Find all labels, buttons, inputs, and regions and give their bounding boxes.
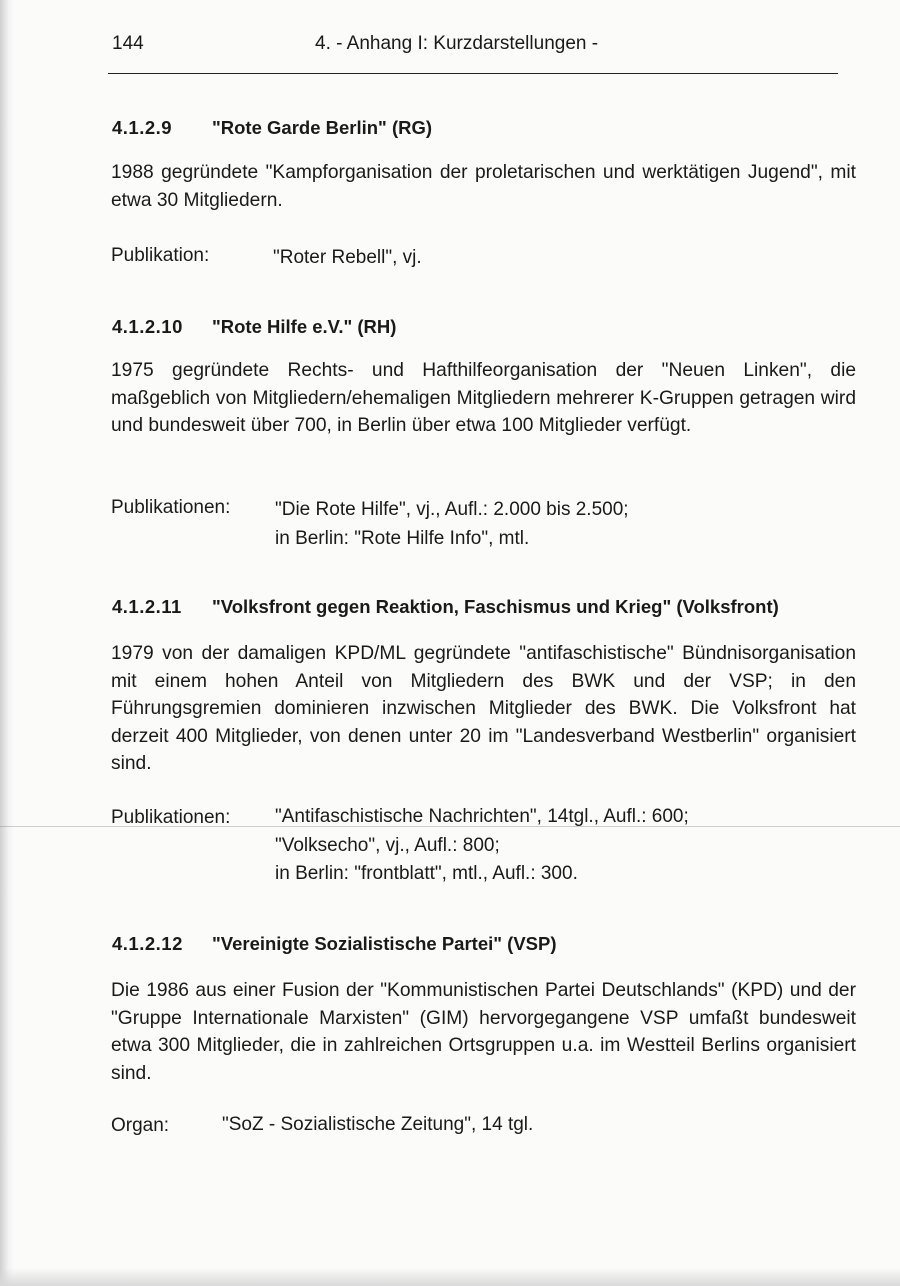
publication-value: "Roter Rebell", vj. [273,247,422,268]
publication-label: Publikationen: [111,497,231,518]
section-title: "Rote Garde Berlin" (RG) [212,117,433,138]
section-text-rg: 1988 gegründete "Kampforganisation der proletarischen und werktätigen Jugend", mit etwa 30 Mitgliedern. [111,162,856,211]
page-header [112,33,838,59]
publication-label: Publikation: [111,245,210,266]
organ-value: "SoZ - Sozialistische Zeitung", 14 tgl. [222,1114,534,1135]
section-number: 4.1.2.10 [112,316,183,337]
publication-value: "Antifaschistische Nachrichten", 14tgl., Aufl.: 600; [275,806,689,827]
publication-value: in Berlin: "Rote Hilfe Info", mtl. [275,528,530,549]
section-number: 4.1.2.12 [112,933,183,954]
publication-value: "Volksecho", vj., Aufl.: 800; [275,835,500,856]
section-heading-rh [112,316,396,338]
scan-bottom-shadow [0,1268,900,1286]
section-number: 4.1.2.11 [112,596,182,617]
publication-value: in Berlin: "frontblatt", mtl., Aufl.: 300. [275,863,578,884]
section-number: 4.1.2.9 [112,117,173,138]
section-text-rh: 1975 gegründete Rechts- und Hafthilfeorganisation der "Neuen Linken", die maßgeblich von Mitgliedern/ehemaligen Mitgliedern mehrerer K-Gruppen getragen wird und bundesweit über 700, in Berlin über etwa 100 Mitglieder verfügt. [111,360,856,436]
scan-artifact-line [0,826,900,827]
page-number: 144 [112,33,144,54]
section-heading-rg [112,117,432,139]
section-title: "Rote Hilfe e.V." (RH) [212,316,397,337]
publication-label: Publikationen: [111,807,231,828]
section-text-volksfront: 1979 von der damaligen KPD/ML gegründete "antifaschistische" Bündnisorganisation mit einem hohen Anteil von Mitgliedern des BWK und der VSP; in den Führungsgremien dominieren inzwischen Mitglieder des BWK. Die Volksfront hat derzeit 400 Mitglieder, von denen unter 20 im "Landesverband Westberlin" organisiert sind. [111,643,856,774]
section-heading-volksfront [112,596,779,618]
section-heading-vsp [112,933,557,955]
section-text-vsp: Die 1986 aus einer Fusion der "Kommunistischen Partei Deutschlands" (KPD) und der "Gruppe Internationale Marxisten" (GIM) hervorgegangene VSP umfaßt bundesweit etwa 300 Mitglieder, die in zahlreichen Ortsgruppen u.a. im Westteil Berlins organisiert sind. [111,980,856,1084]
section-title: "Vereinigte Sozialistische Partei" (VSP) [212,933,557,954]
scan-edge-shadow [0,0,14,1286]
running-title: 4. - Anhang I: Kurzdarstellungen - [315,33,599,54]
publication-value: "Die Rote Hilfe", vj., Aufl.: 2.000 bis 2.500; [275,499,629,520]
section-title: "Volksfront gegen Reaktion, Faschismus und Krieg" (Volksfront) [212,596,779,617]
organ-label: Organ: [111,1115,170,1136]
header-rule [108,73,838,74]
